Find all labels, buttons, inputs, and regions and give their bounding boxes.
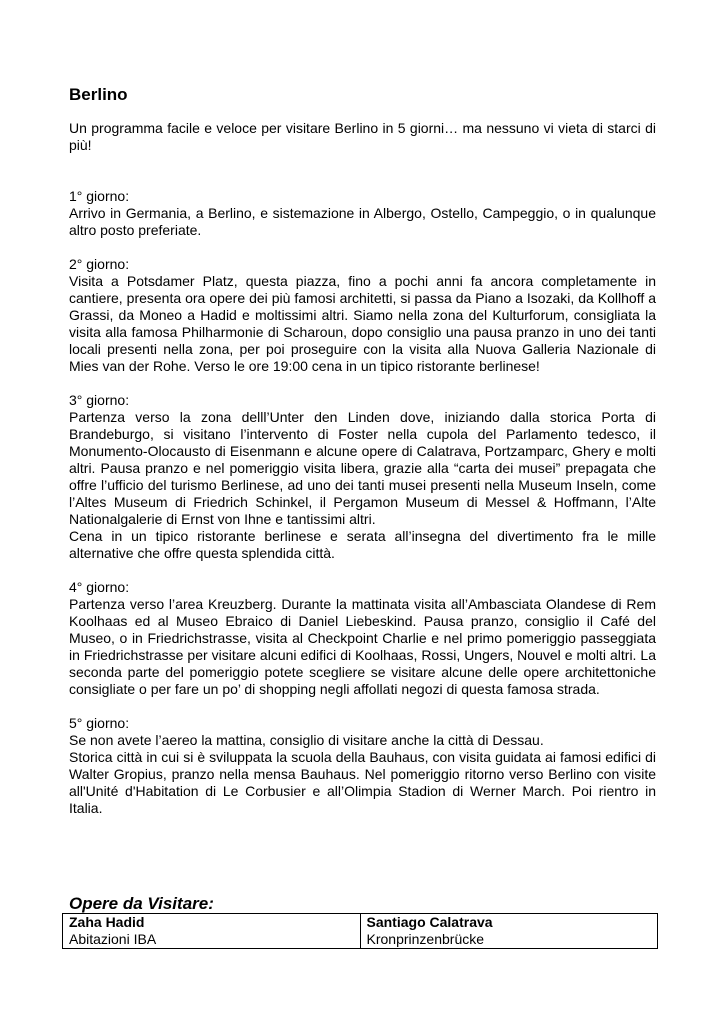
day-paragraph: Storica città in cui si è sviluppata la scuola della Bauhaus, con visita guidata ai famosi edifici di Walter Gropius, pranzo nella mensa Bauhaus. Nel pomeriggio ritorno verso Berlino con visite all'Unité d'Habitation di Le Corbusier e all’Olimpia Stadion di Werner March. Poi rientro in Italia.	[69, 749, 656, 816]
day-paragraph: Visita a Potsdamer Platz, questa piazza, fino a pochi anni fa ancora completamente in cantiere, presenta ora opere dei più famosi architetti, si passa da Piano a Isozaki, da Kollhoff a Grassi, da Moneo a Hadid e moltissimi altri. Siamo nella zona del Kulturforum, consigliata la visita alla famosa Philharmonie di Scharoun, dopo consiglio una pausa pranzo in uno dei tanti locali presenti nella zona, per poi proseguire con la visita alla Nuova Galleria Nazionale di Mies van der Rohe. Verso le ore 19:00 cena in un tipico ristorante berlinese!	[69, 273, 656, 374]
day-heading: 1° giorno:	[69, 188, 130, 204]
day-heading: 3° giorno:	[69, 392, 130, 408]
day-paragraph: Se non avete l’aereo la mattina, consiglio di visitare anche la città di Dessau.	[69, 732, 544, 748]
table-cell	[63, 914, 361, 949]
page-title: Berlino	[69, 85, 128, 104]
intro-paragraph: Un programma facile e veloce per visitare Berlino in 5 giorni… ma nessuno vi vieta di starci di più!	[69, 120, 656, 153]
day-paragraph: Partenza verso la zona delll’Unter den Linden dove, iniziando dalla storica Porta di Brandeburgo, si visitano l’intervento di Foster nella cupola del Parlamento tedesco, il Monumento-Olocausto di Eisenmann e alcune opere di Calatrava, Portzamparc, Ghery e molti altri. Pausa pranzo e nel pomeriggio visita libera, grazie alla “carta dei musei” prepagata che offre l’ufficio del turismo Berlinese, ad uno dei tanti musei presenti nella Museum Inseln, come l’Altes Museum di Friedrich Schinkel, il Pergamon Museum di Messel & Hoffmann, l’Alte Nationalgalerie di Ernst von Ihne e tantissimi altri.	[69, 409, 656, 527]
work-name: Abitazioni IBA	[69, 931, 157, 947]
works-table	[62, 913, 658, 949]
day-2	[69, 256, 656, 375]
day-heading: 4° giorno:	[69, 579, 130, 595]
day-paragraph: Cena in un tipico ristorante berlinese e serata all’insegna del divertimento fra le mille alternative che offre questa splendida città.	[69, 528, 656, 561]
day-paragraph: Arrivo in Germania, a Berlino, e sistemazione in Albergo, Ostello, Campeggio, o in qualunque altro posto preferiate.	[69, 205, 656, 238]
day-5	[69, 715, 656, 817]
document-body	[69, 84, 656, 834]
architect-name: Zaha Hadid	[69, 914, 145, 930]
day-heading: 5° giorno:	[69, 715, 130, 731]
day-paragraph: Partenza verso l’area Kreuzberg. Durante la mattinata visita all’Ambasciata Olandese di Rem Koolhaas ed al Museo Ebraico di Daniel Liebeskind. Pausa pranzo, consiglio il Café del Museo, o in Friedrichstrasse, visita al Checkpoint Charlie e nel primo pomeriggio passeggiata in Friedrichstrasse per visitare alcuni edifici di Koolhaas, Rossi, Ungers, Nouvel e molti altri. La seconda parte del pomeriggio potete scegliere se visitare alcune delle opere architettoniche consigliate o per fare un po’ di shopping negli affollati negozi di questa famosa strada.	[69, 596, 656, 697]
work-name: Kronprinzenbrücke	[366, 931, 485, 947]
day-4	[69, 579, 656, 698]
table-row	[63, 914, 658, 949]
table-cell	[360, 914, 658, 949]
works-section-title: Opere da Visitare:	[69, 894, 214, 913]
architect-name: Santiago Calatrava	[366, 914, 493, 930]
day-3	[69, 392, 656, 562]
day-1	[69, 188, 656, 239]
day-heading: 2° giorno:	[69, 256, 130, 272]
